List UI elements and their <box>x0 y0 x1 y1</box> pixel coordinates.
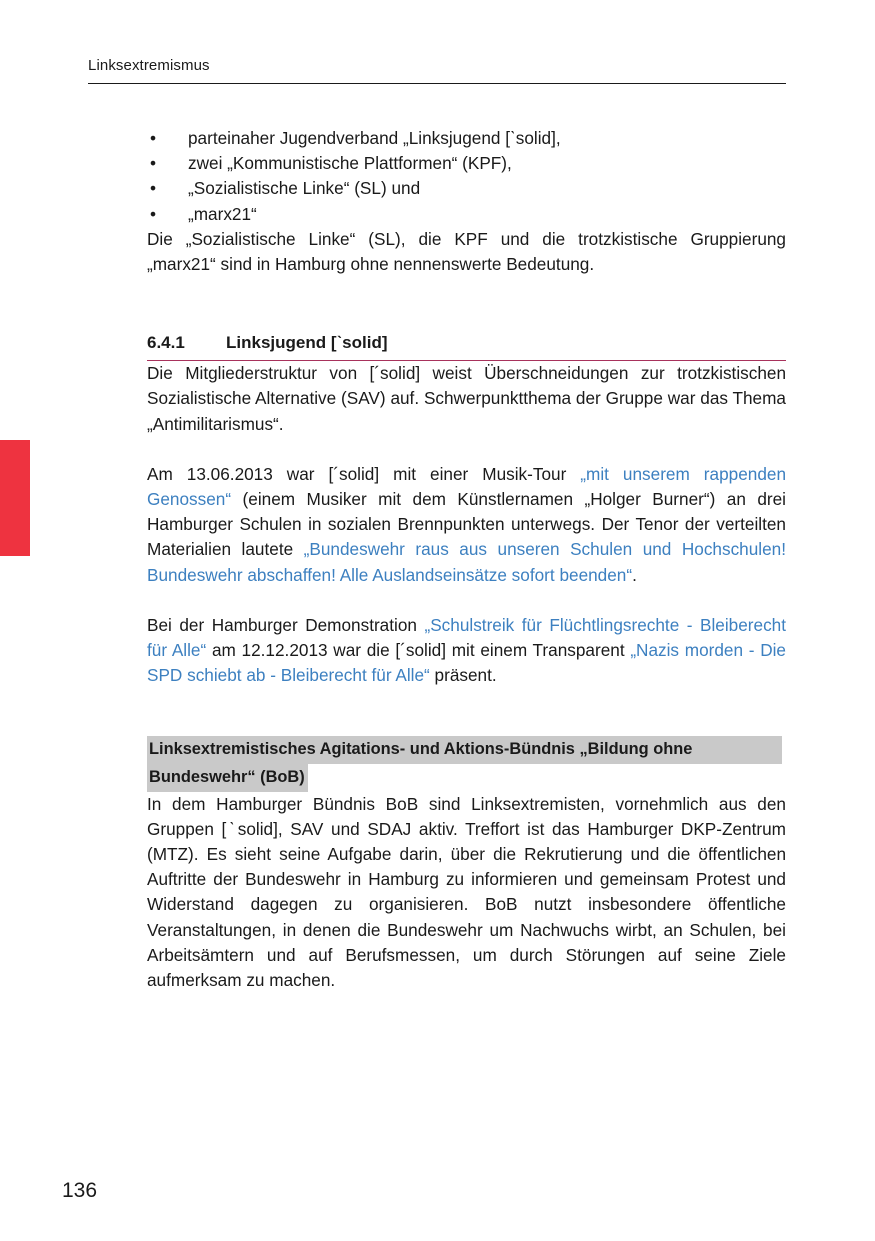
section-title: Linksjugend [ˋsolid] <box>226 333 388 353</box>
paragraph-membership-structure: Die Mitgliederstruktur von [´solid] weist Überschneidungen zur trotzkistischen Sozialistische Alternative (SAV) auf. Schwerpunktthema der Gruppe war das Thema „Antimilitarismus“. <box>147 363 786 434</box>
highlight-heading-line-1-text: Linksextremistisches Agitations- und Aktions-Bündnis „Bildung ohne <box>147 736 782 764</box>
page-header <box>88 56 786 84</box>
para-text-part: Bei der Hamburger Demonstration <box>147 614 425 635</box>
paragraph-after-list: Die „Sozialistische Linke“ (SL), die KPF und die trotzkistische Gruppierung „marx21“ sind in Hamburg ohne nennenswerte Bedeutung. <box>147 228 786 275</box>
quote-bundeswehr-raus: „Bundeswehr raus aus unseren Schulen und Hochschulen! Bundeswehr abschaffen! Alle Auslandseinsätze sofort beenden“ <box>147 539 786 585</box>
para-text-part: (einem Musiker mit dem Künstlernamen „Holger Burner“) an drei Hamburger Schulen in sozialen Brennpunkten unterwegs. Der Tenor der verteilten Materialien lautete <box>147 489 786 560</box>
paragraph-bob-description: In dem Hamburger Bündnis BoB sind Linksextremisten, vornehmlich aus den Gruppen [ˋsolid], SAV und SDAJ aktiv. Treffort ist das Hamburger DKP-Zentrum (MTZ). Es sieht seine Aufgabe darin, über die Rekrutierung und die öffentlichen Auftritte der Bundeswehr in Hamburg zu informieren und gemeinsam Protest und Widerstand dagegen zu organisieren. BoB nutzt insbesondere öffentliche Veranstaltungen, in denen die Bundeswehr um Nachwuchs wirbt, an Schulen, bei Arbeitsämtern und auf Berufsmessen, um durch Störungen auf seine Ziele aufmerksam zu machen. <box>147 793 786 991</box>
list-item <box>147 126 786 151</box>
quote-transparent: „Nazis morden - Die SPD schiebt ab - Bleiberecht für Alle“ <box>147 640 786 686</box>
paragraph-demonstration <box>147 613 786 689</box>
bullet-icon: • <box>150 128 157 148</box>
bullet-icon: • <box>150 203 157 224</box>
list-item <box>147 202 786 227</box>
margin-tab-accent <box>0 440 30 556</box>
page-content <box>147 126 786 993</box>
para-text-part: präsent. <box>429 665 497 686</box>
highlight-heading-line-2-text: Bundeswehr“ (BoB) <box>147 764 308 792</box>
para-text-part: Am 13.06.2013 war [´solid] mit einer Musik-Tour <box>147 463 581 484</box>
bullet-icon: • <box>150 153 157 174</box>
highlight-heading-line-1 <box>147 736 786 764</box>
section-heading-6-4-1 <box>147 332 786 361</box>
list-item-label: „marx21“ <box>188 203 257 224</box>
paragraph-music-tour <box>147 462 786 588</box>
quote-music-tour: „mit unserem rappenden Genossen“ <box>147 463 786 510</box>
bullet-icon: • <box>150 178 157 199</box>
para-text-part: . <box>632 564 637 585</box>
para-text-part: am 12.12.2013 war die [´solid] mit einem Transparent <box>206 640 631 661</box>
organization-bullet-list <box>147 126 786 227</box>
page-number: 136 <box>62 1179 98 1202</box>
list-item-label: parteinaher Jugendverband „Linksjugend [ˋsolid], <box>188 128 561 148</box>
running-header-title: Linksextremismus <box>88 57 210 74</box>
section-number: 6.4.1 <box>147 333 185 353</box>
highlight-heading-line-2 <box>147 764 786 792</box>
highlight-heading-bob <box>147 736 786 791</box>
list-item <box>147 151 786 176</box>
list-item-label: zwei „Kommunistische Plattformen“ (KPF), <box>188 153 512 174</box>
quote-schulstreik: „Schulstreik für Flüchtlingsrechte - Bleiberecht für Alle“ <box>147 614 787 661</box>
list-item-label: „Sozialistische Linke“ (SL) und <box>188 178 421 199</box>
list-item <box>147 176 786 201</box>
header-divider <box>88 83 786 84</box>
